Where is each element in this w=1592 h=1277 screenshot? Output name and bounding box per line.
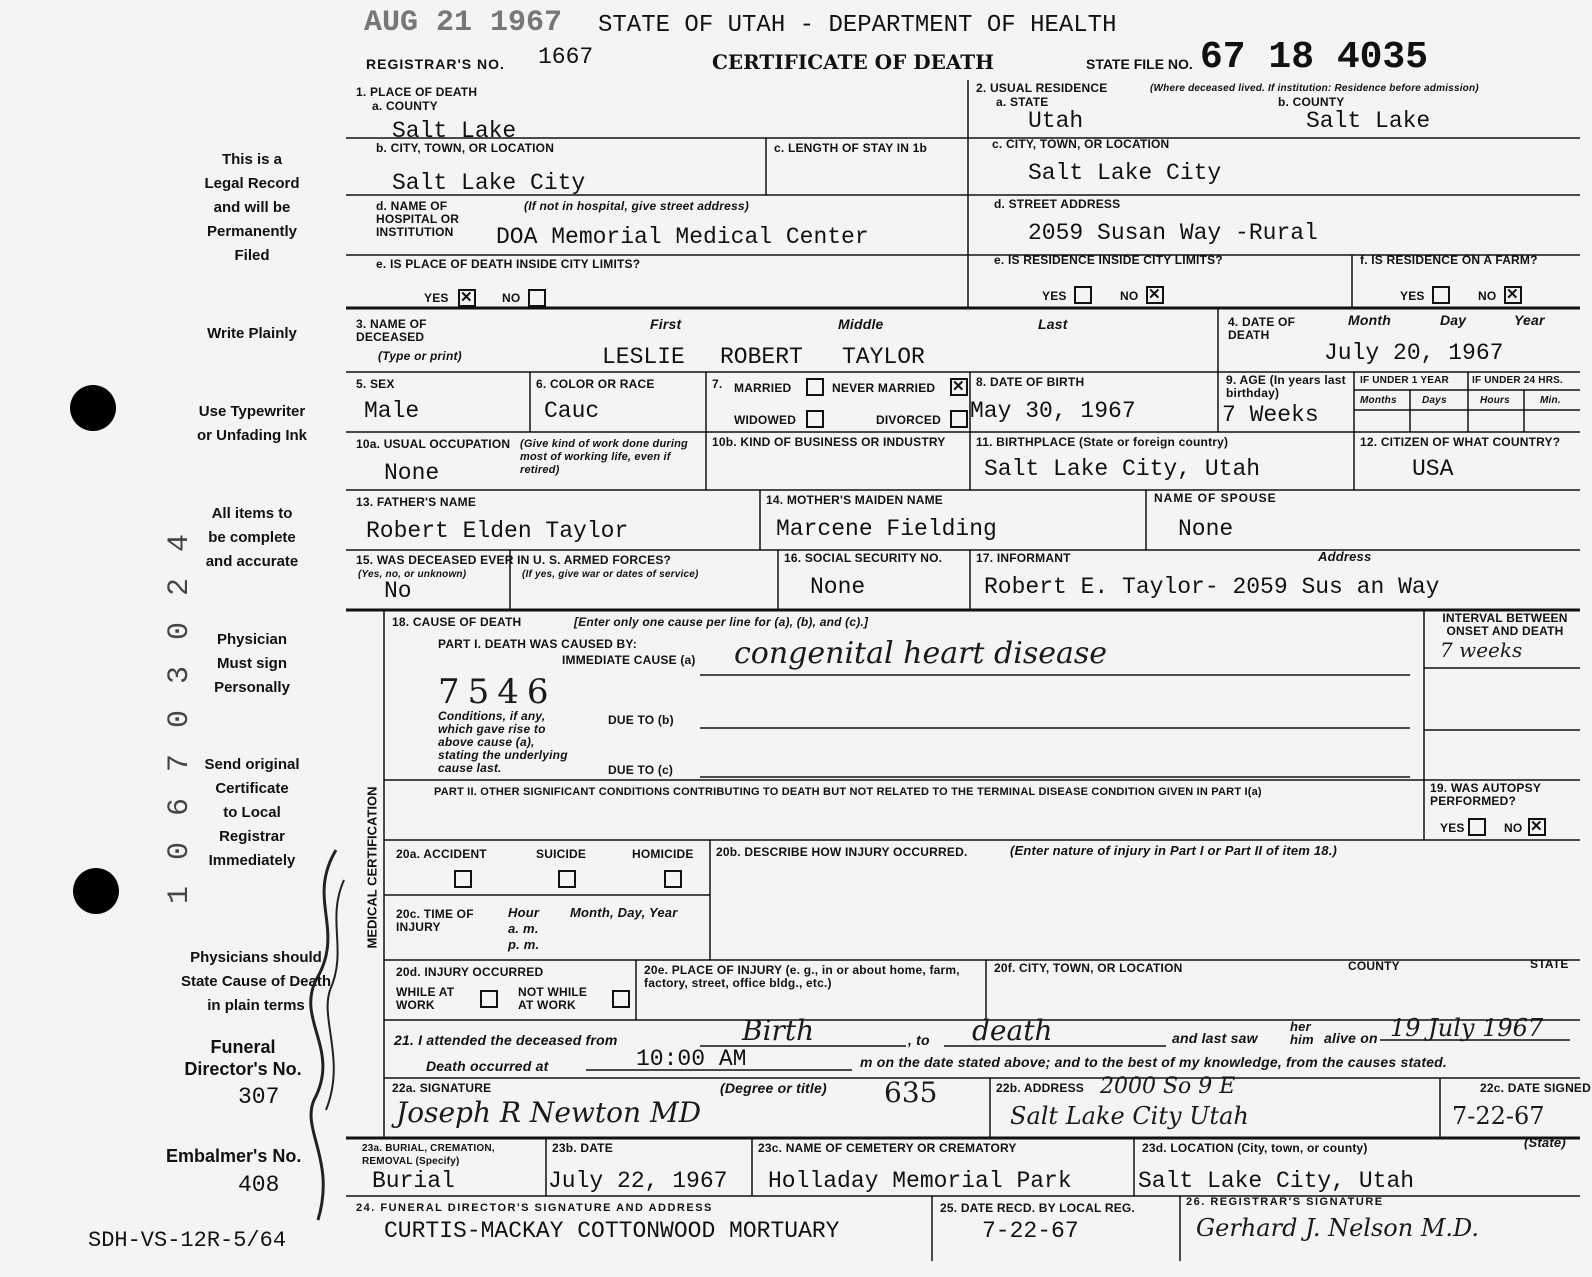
- label-place-of-injury: 20e. PLACE OF INJURY (e. g., in or about home, farm, factory, street, office bldg., etc.): [644, 963, 960, 990]
- label-alive-on: alive on: [1324, 1030, 1378, 1046]
- checkbox-not-while-at-work[interactable]: [612, 990, 630, 1008]
- label-autopsy-yes: YES: [1440, 821, 1465, 835]
- label-birthplace: 11. BIRTHPLACE (State or foreign country): [976, 435, 1229, 449]
- label-business: 10b. KIND OF BUSINESS OR INDUSTRY: [712, 435, 946, 449]
- label-date-signed: 22c. DATE SIGNED: [1480, 1081, 1592, 1095]
- label-last-saw: and last saw: [1172, 1030, 1258, 1046]
- label-no-2e: NO: [1120, 289, 1139, 303]
- value-cause-a: congenital heart disease: [734, 636, 1108, 671]
- checkbox-res-city-no[interactable]: [1146, 286, 1164, 304]
- label-state-paren: (State): [1524, 1135, 1566, 1150]
- label-yes-1e: YES: [424, 291, 449, 305]
- value-father: Robert Elden Taylor: [366, 518, 629, 544]
- label-no-2f: NO: [1478, 289, 1497, 303]
- funeral-director-label: Funeral Director's No.: [184, 1037, 302, 1079]
- checkbox-divorced[interactable]: [950, 410, 968, 428]
- label-death-occurred: Death occurred at: [426, 1058, 549, 1074]
- checkbox-married[interactable]: [806, 378, 824, 396]
- margin-signature-scrawl: [296, 840, 356, 1240]
- label-dob: 8. DATE OF BIRTH: [976, 375, 1085, 389]
- label-autopsy-no: NO: [1504, 821, 1523, 835]
- label-occupation-note: (Give kind of work done during most of working life, even if retired): [520, 438, 688, 476]
- label-location: 23d. LOCATION (City, town, or county): [1142, 1141, 1368, 1155]
- label-date-recd: 25. DATE RECD. BY LOCAL REG.: [940, 1201, 1135, 1215]
- label-attended-from: 21. I attended the deceased from: [394, 1032, 618, 1048]
- value-res-city: Salt Lake City: [1028, 160, 1222, 186]
- value-physician-signature: Joseph R Newton MD: [396, 1096, 702, 1129]
- value-22b-address-1: 2000 So 9 E: [1100, 1074, 1236, 1099]
- label-injury-city: 20f. CITY, TOWN, OR LOCATION: [994, 961, 1183, 975]
- value-alive-on: 19 July 1967: [1390, 1014, 1544, 1042]
- checkbox-homicide[interactable]: [664, 870, 682, 888]
- label-due-to-c: DUE TO (c): [608, 763, 674, 777]
- value-occupation: None: [384, 460, 440, 486]
- label-informant-address: Address: [1318, 549, 1372, 564]
- medical-certification-label: MEDICAL CERTIFICATION: [364, 786, 380, 949]
- label-marital-num: 7.: [712, 377, 723, 391]
- vertical-file-number: 1 0 6 7 0 3 0 2 4: [163, 529, 197, 905]
- label-res-city: c. CITY, TOWN, OR LOCATION: [992, 137, 1170, 151]
- label-interval: INTERVAL BETWEEN ONSET AND DEATH: [1442, 611, 1568, 638]
- label-injury-county: COUNTY: [1348, 959, 1400, 973]
- checkbox-while-at-work[interactable]: [480, 990, 498, 1008]
- value-spouse: None: [1178, 516, 1234, 542]
- value-first-name: LESLIE: [602, 344, 685, 370]
- label-days: Days: [1422, 395, 1447, 406]
- label-months: Months: [1360, 395, 1397, 406]
- label-cause-of-death: 18. CAUSE OF DEATH: [392, 615, 522, 629]
- label-part-2: PART II. OTHER SIGNIFICANT CONDITIONS CONTRIBUTING TO DEATH BUT NOT RELATED TO THE TERMINAL DISEASE CONDITION GIVEN IN PART I(a): [434, 786, 1262, 798]
- label-under-1-year: IF UNDER 1 YEAR: [1360, 375, 1449, 386]
- side-note-physician: Physician Must sign Personally: [214, 631, 290, 696]
- label-injury-note: (Enter nature of injury in Part I or Part II of item 18.): [1010, 843, 1338, 858]
- value-cemetery: Holladay Memorial Park: [768, 1168, 1072, 1194]
- side-note-legal: This is a Legal Record and will be Permanently Filed: [204, 151, 300, 264]
- value-burial-date: July 22, 1967: [548, 1168, 728, 1194]
- label-her-him: her him: [1290, 1019, 1314, 1047]
- value-dob: May 30, 1967: [970, 398, 1136, 424]
- label-informant: 17. INFORMANT: [976, 551, 1071, 565]
- side-note-send: Send original Certificate to Local Registrar Immediately: [204, 756, 300, 869]
- label-first: First: [650, 316, 682, 332]
- embalmer-label: Embalmer's No.: [166, 1146, 302, 1166]
- value-ssn: None: [810, 574, 866, 600]
- label-hospital-note: (If not in hospital, give street address): [524, 199, 749, 213]
- value-interval: 7 weeks: [1440, 638, 1523, 662]
- label-armed-note-2: (If yes, give war or dates of service): [522, 569, 699, 580]
- checkbox-autopsy-yes[interactable]: [1468, 818, 1486, 836]
- label-spouse: NAME OF SPOUSE: [1154, 491, 1277, 505]
- label-res-state: a. STATE: [996, 95, 1049, 109]
- label-inside-city-limits: e. IS PLACE OF DEATH INSIDE CITY LIMITS?: [376, 257, 641, 271]
- certificate-title: CERTIFICATE OF DEATH: [712, 50, 995, 74]
- checkbox-widowed[interactable]: [806, 410, 824, 428]
- value-funeral-home: CURTIS-MACKAY COTTONWOOD MORTUARY: [384, 1218, 840, 1244]
- label-while-at-work: WHILE AT WORK: [396, 985, 455, 1012]
- label-to: , to: [908, 1032, 930, 1048]
- label-county: a. COUNTY: [372, 99, 438, 113]
- value-res-county: Salt Lake: [1306, 108, 1431, 134]
- value-date-of-death: July 20, 1967: [1324, 340, 1504, 366]
- label-immediate-cause: IMMEDIATE CAUSE (a): [562, 653, 696, 667]
- label-never-married: NEVER MARRIED: [832, 381, 936, 395]
- label-yes-2e: YES: [1042, 289, 1067, 303]
- side-note-write-plainly: Write Plainly: [207, 325, 297, 342]
- checkbox-in-city-no[interactable]: [528, 289, 546, 307]
- value-mother: Marcene Fielding: [776, 516, 997, 542]
- label-street: d. STREET ADDRESS: [994, 197, 1121, 211]
- value-location: Salt Lake City, Utah: [1138, 1168, 1415, 1194]
- label-father: 13. FATHER'S NAME: [356, 495, 477, 509]
- registrar-label: REGISTRAR'S NO.: [366, 56, 505, 72]
- checkbox-in-city-yes[interactable]: [458, 289, 476, 307]
- label-not-while-at-work: NOT WHILE AT WORK: [518, 985, 588, 1012]
- value-death-time: 10:00 AM: [636, 1046, 747, 1072]
- label-burial-date: 23b. DATE: [552, 1141, 613, 1155]
- label-injury-state: STATE: [1530, 957, 1569, 971]
- label-hour: Hour: [508, 905, 540, 920]
- side-note-state-cause: Physicians should State Cause of Death in plain terms: [180, 949, 332, 1014]
- side-note-typewriter: Use Typewriter or Unfading Ink: [197, 403, 307, 444]
- label-date-of-death: 4. DATE OF DEATH: [1228, 315, 1296, 342]
- label-pm: p. m.: [508, 937, 540, 952]
- value-disposition: Burial: [372, 1168, 455, 1194]
- label-farm: f. IS RESIDENCE ON A FARM?: [1360, 253, 1538, 267]
- label-type-or-print: (Type or print): [378, 349, 462, 363]
- value-race: Cauc: [544, 398, 600, 424]
- label-divorced: DIVORCED: [876, 413, 941, 427]
- checkbox-suicide[interactable]: [558, 870, 576, 888]
- label-res-inside-city: e. IS RESIDENCE INSIDE CITY LIMITS?: [994, 253, 1223, 267]
- label-armed-note-1: (Yes, no, or unknown): [358, 569, 467, 580]
- form-code: SDH-VS-12R-5/64: [88, 1228, 287, 1253]
- value-street: 2059 Susan Way -Rural: [1028, 220, 1318, 246]
- label-on-date: m on the date stated above; and to the best of my knowledge, from the causes stated.: [860, 1054, 1448, 1070]
- checkbox-autopsy-no[interactable]: [1528, 818, 1546, 836]
- label-race: 6. COLOR OR RACE: [536, 377, 655, 391]
- label-part-1: PART I. DEATH WAS CAUSED BY:: [438, 637, 637, 651]
- label-middle: Middle: [838, 316, 884, 332]
- value-registrar-signature: Gerhard J. Nelson M.D.: [1196, 1214, 1480, 1242]
- label-am: a. m.: [508, 921, 539, 936]
- label-place-of-death: 1. PLACE OF DEATH: [356, 85, 478, 99]
- state-file-no: 67 18 4035: [1200, 36, 1429, 79]
- label-signature: 22a. SIGNATURE: [392, 1081, 492, 1095]
- label-22b-address: 22b. ADDRESS: [996, 1081, 1084, 1095]
- label-res-county: b. COUNTY: [1278, 95, 1345, 109]
- value-citizen: USA: [1412, 456, 1454, 482]
- value-22b-address-2: Salt Lake City Utah: [1010, 1102, 1249, 1130]
- value-armed-forces: No: [384, 578, 412, 604]
- label-min: Min.: [1540, 395, 1561, 406]
- value-county: Salt Lake: [392, 118, 517, 144]
- label-ssn: 16. SOCIAL SECURITY NO.: [784, 551, 943, 565]
- label-funeral-director: 24. FUNERAL DIRECTOR'S SIGNATURE AND ADDRESS: [356, 1202, 713, 1214]
- value-birthplace: Salt Lake City, Utah: [984, 456, 1261, 482]
- value-hospital: DOA Memorial Medical Center: [496, 224, 869, 250]
- value-date-signed: 7-22-67: [1452, 1102, 1545, 1130]
- value-last-name: TAYLOR: [842, 344, 925, 370]
- registrar-no: 1667: [538, 44, 594, 70]
- label-citizen: 12. CITIZEN OF WHAT COUNTRY?: [1360, 435, 1561, 449]
- label-day: Day: [1440, 312, 1467, 328]
- label-month: Month: [1348, 312, 1391, 328]
- value-attended-to: death: [972, 1014, 1053, 1047]
- label-registrar-signature: 26. REGISTRAR'S SIGNATURE: [1186, 1196, 1384, 1208]
- label-cemetery: 23c. NAME OF CEMETERY OR CREMATORY: [758, 1141, 1017, 1155]
- label-married: MARRIED: [734, 381, 792, 395]
- embalmer-no: 408: [238, 1172, 280, 1198]
- label-mdy: Month, Day, Year: [570, 905, 678, 920]
- form-title: STATE OF UTAH - DEPARTMENT OF HEALTH: [598, 12, 1117, 39]
- label-cause-note: [Enter only one cause per line for (a), (b), and (c).]: [574, 615, 869, 629]
- value-attended-from: Birth: [742, 1014, 815, 1047]
- label-hours: Hours: [1480, 395, 1510, 406]
- checkbox-farm-yes[interactable]: [1432, 286, 1450, 304]
- value-city: Salt Lake City: [392, 170, 586, 196]
- label-under-24-hrs: IF UNDER 24 HRS.: [1472, 375, 1563, 386]
- label-mother: 14. MOTHER'S MAIDEN NAME: [766, 493, 944, 507]
- label-accident: 20a. ACCIDENT: [396, 847, 487, 861]
- checkbox-accident[interactable]: [454, 870, 472, 888]
- label-autopsy: 19. WAS AUTOPSY PERFORMED?: [1430, 781, 1541, 808]
- checkbox-farm-no[interactable]: [1504, 286, 1522, 304]
- label-suicide: SUICIDE: [536, 847, 587, 861]
- label-yes-2f: YES: [1400, 289, 1425, 303]
- side-note-complete: All items to be complete and accurate: [205, 505, 299, 570]
- label-residence-note: (Where deceased lived. If institution: Residence before admission): [1150, 83, 1479, 94]
- label-hospital: d. NAME OF HOSPITAL OR INSTITUTION: [376, 199, 460, 239]
- label-occupation: 10a. USUAL OCCUPATION: [356, 437, 511, 451]
- label-homicide: HOMICIDE: [632, 847, 694, 861]
- label-conditions: Conditions, if any, which gave rise to above cause (a), stating the underlying cause last.: [438, 709, 568, 775]
- value-age: 7 Weeks: [1222, 402, 1319, 428]
- value-res-state: Utah: [1028, 108, 1084, 134]
- label-describe-injury: 20b. DESCRIBE HOW INJURY OCCURRED.: [716, 845, 968, 859]
- label-disposition: 23a. BURIAL, CREMATION, REMOVAL (Specify): [362, 1143, 495, 1167]
- label-widowed: WIDOWED: [734, 413, 797, 427]
- value-sex: Male: [364, 398, 420, 424]
- label-no-1e: NO: [502, 291, 521, 305]
- value-informant: Robert E. Taylor- 2059 Sus an Way: [984, 574, 1440, 600]
- label-last: Last: [1038, 316, 1068, 332]
- funeral-director-no: 307: [238, 1084, 280, 1110]
- label-name-deceased: 3. NAME OF DECEASED: [356, 317, 427, 344]
- value-middle-name: ROBERT: [720, 344, 803, 370]
- label-time-of-injury: 20c. TIME OF INJURY: [396, 907, 474, 934]
- label-due-to-b: DUE TO (b): [608, 713, 674, 727]
- label-sex: 5. SEX: [356, 377, 395, 391]
- value-code: 7546: [438, 672, 557, 712]
- label-year: Year: [1514, 312, 1545, 328]
- label-degree: (Degree or title): [720, 1080, 827, 1096]
- checkbox-res-city-yes[interactable]: [1074, 286, 1092, 304]
- checkbox-never-married[interactable]: [950, 378, 968, 396]
- label-length-of-stay: c. LENGTH OF STAY IN 1b: [774, 141, 928, 155]
- label-age: 9. AGE (In years last birthday): [1226, 373, 1346, 400]
- state-file-label: STATE FILE NO.: [1086, 56, 1193, 72]
- value-date-recd: 7-22-67: [982, 1218, 1079, 1244]
- label-injury-occurred: 20d. INJURY OCCURRED: [396, 965, 544, 979]
- label-armed-forces: 15. WAS DECEASED EVER IN U. S. ARMED FORCES?: [356, 553, 672, 567]
- label-usual-residence: 2. USUAL RESIDENCE: [976, 81, 1108, 95]
- label-city: b. CITY, TOWN, OR LOCATION: [376, 141, 555, 155]
- received-stamp: AUG 21 1967: [364, 6, 563, 40]
- value-license: 635: [884, 1076, 938, 1109]
